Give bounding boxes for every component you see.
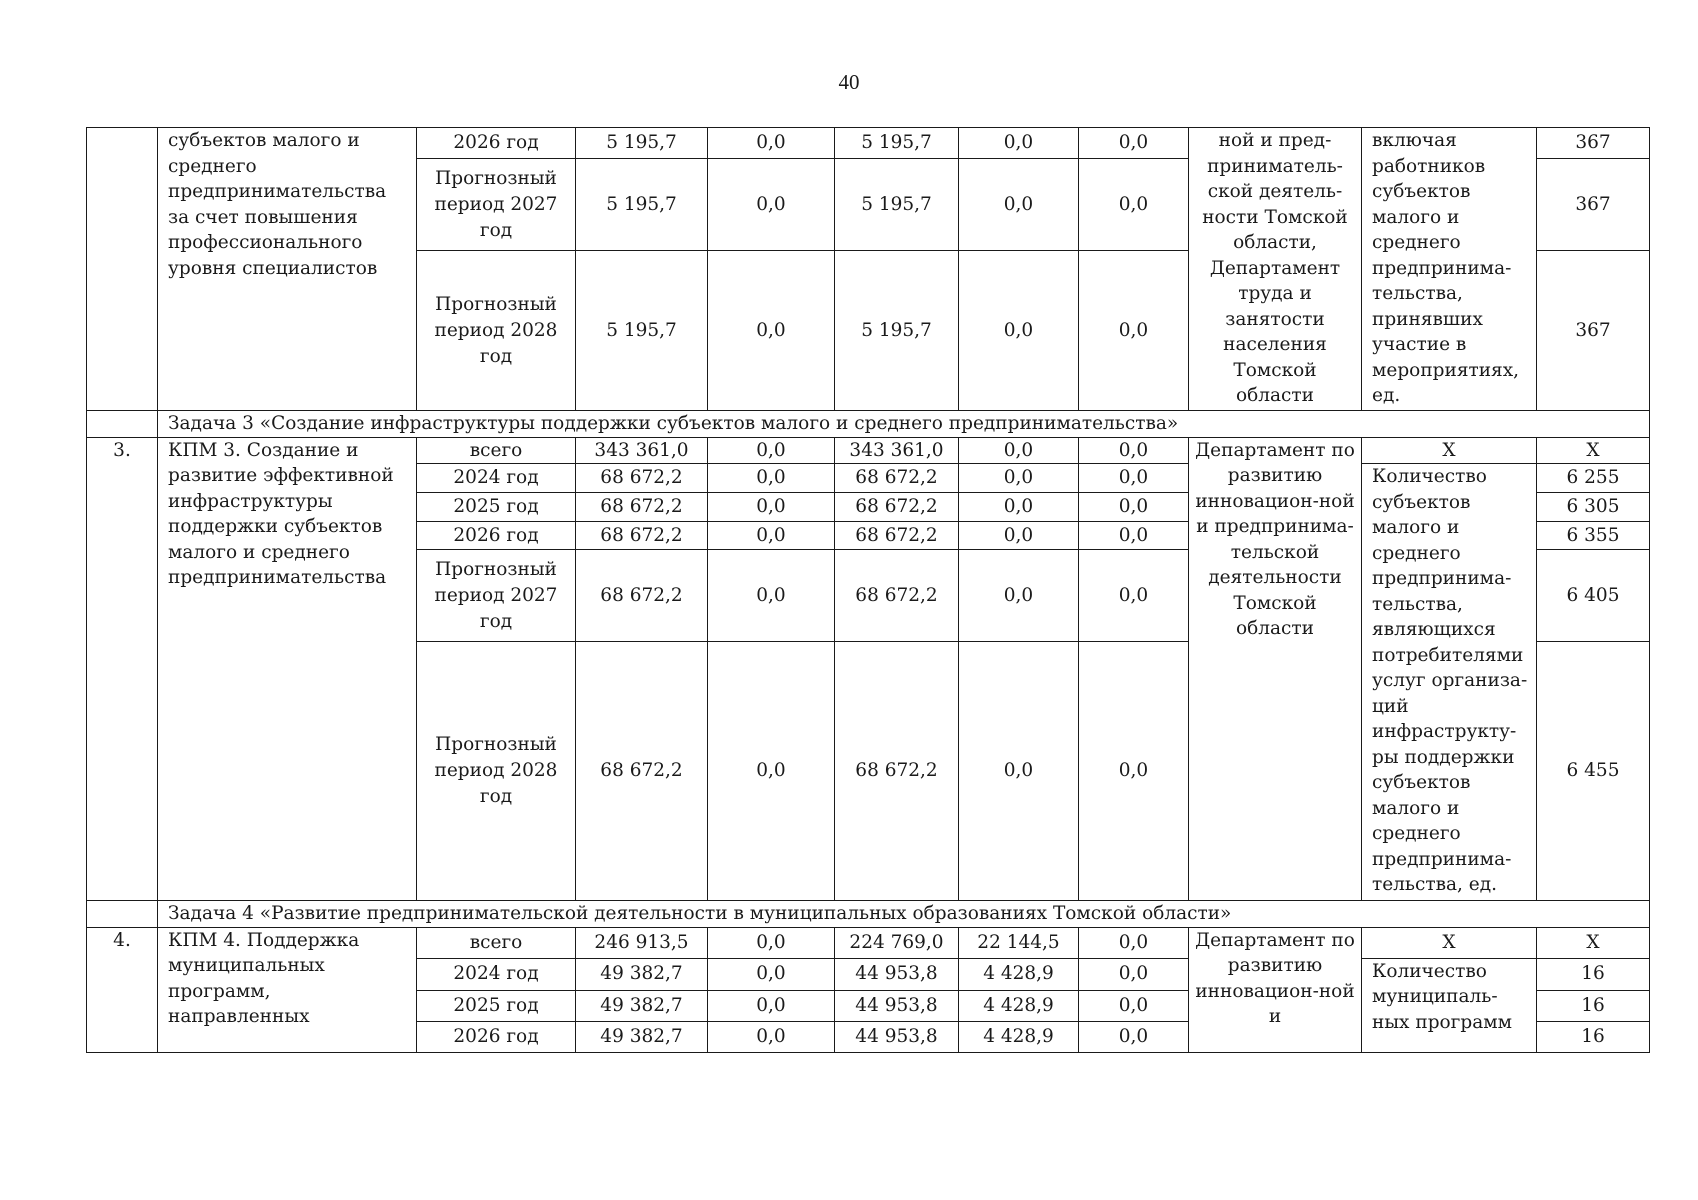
table-row	[87, 927, 1650, 958]
row-number-cell	[87, 128, 158, 411]
amount-total: 5 195,7	[576, 159, 708, 251]
amount-cell: 0,0	[1079, 958, 1189, 990]
amount-cell: 0,0	[1079, 251, 1189, 411]
indicator-value: Х	[1537, 437, 1650, 464]
amount-total: 68 672,2	[576, 642, 708, 901]
amount-total: 68 672,2	[576, 464, 708, 493]
indicator-value: 6 305	[1537, 493, 1650, 522]
amount-cell: 0,0	[959, 522, 1079, 550]
amount-cell: 0,0	[1079, 927, 1189, 958]
amount-total: 68 672,2	[576, 493, 708, 522]
indicator-value: 16	[1537, 958, 1650, 990]
indicator-value: 367	[1537, 159, 1650, 251]
indicator-value: 6 405	[1537, 550, 1650, 642]
period-cell: 2024 год	[417, 464, 576, 493]
amount-cell: 0,0	[1079, 1021, 1189, 1052]
amount-total: 246 913,5	[576, 927, 708, 958]
row-number-cell	[87, 411, 158, 438]
amount-total: 5 195,7	[576, 251, 708, 411]
amount-cell: 0,0	[708, 642, 835, 901]
indicator-value: 6 355	[1537, 522, 1650, 550]
period-cell: 2026 год	[417, 522, 576, 550]
period-cell: Прогнозный период 2028 год	[417, 251, 576, 411]
period-cell: 2025 год	[417, 990, 576, 1021]
indicator-name: включая работников субъектов малого и среднего предпринима-тельства, принявших участие в мероприятиях, ед.	[1362, 128, 1537, 411]
amount-total: 49 382,7	[576, 990, 708, 1021]
period-cell: 2026 год	[417, 1021, 576, 1052]
amount-cell: 0,0	[708, 251, 835, 411]
amount-cell: 0,0	[959, 464, 1079, 493]
period-cell: 2025 год	[417, 493, 576, 522]
amount-total: 68 672,2	[576, 550, 708, 642]
amount-cell: 0,0	[959, 128, 1079, 159]
amount-total: 343 361,0	[576, 437, 708, 464]
amount-cell: 0,0	[708, 550, 835, 642]
period-cell: всего	[417, 437, 576, 464]
responsible-executor: Департамент по развитию инновацион-ной и предпринима-тельской деятельности Томской области	[1189, 437, 1362, 901]
indicator-value: 16	[1537, 1021, 1650, 1052]
table-row	[87, 411, 1650, 438]
amount-cell: 44 953,8	[835, 990, 959, 1021]
amount-cell: 68 672,2	[835, 464, 959, 493]
amount-cell: 0,0	[708, 522, 835, 550]
period-cell: Прогнозный период 2027 год	[417, 159, 576, 251]
amount-cell: 0,0	[959, 251, 1079, 411]
amount-cell: 5 195,7	[835, 159, 959, 251]
amount-cell: 0,0	[708, 927, 835, 958]
amount-total: 5 195,7	[576, 128, 708, 159]
indicator-value: 6 255	[1537, 464, 1650, 493]
table-row	[87, 128, 1650, 159]
period-cell: 2024 год	[417, 958, 576, 990]
amount-cell: 0,0	[708, 990, 835, 1021]
amount-cell: 22 144,5	[959, 927, 1079, 958]
page-number: 40	[838, 70, 860, 94]
amount-cell: 0,0	[708, 958, 835, 990]
amount-cell: 0,0	[708, 128, 835, 159]
amount-cell: 0,0	[959, 159, 1079, 251]
amount-cell: 224 769,0	[835, 927, 959, 958]
amount-cell: 0,0	[1079, 437, 1189, 464]
amount-cell: 0,0	[959, 550, 1079, 642]
period-cell: всего	[417, 927, 576, 958]
amount-cell: 0,0	[1079, 550, 1189, 642]
amount-cell: 0,0	[1079, 493, 1189, 522]
indicator-value: 367	[1537, 128, 1650, 159]
indicator-value: 16	[1537, 990, 1650, 1021]
task-heading: Задача 4 «Развитие предпринимательской деятельности в муниципальных образованиях Томской области»	[158, 901, 1650, 928]
amount-cell: 0,0	[1079, 522, 1189, 550]
amount-cell: 5 195,7	[835, 128, 959, 159]
table-row	[87, 437, 1650, 464]
amount-total: 68 672,2	[576, 522, 708, 550]
amount-cell: 44 953,8	[835, 1021, 959, 1052]
amount-cell: 4 428,9	[959, 1021, 1079, 1052]
amount-cell: 0,0	[708, 464, 835, 493]
measure-description: субъектов малого и среднего предпринимательства за счет повышения профессионального уровня специалистов	[158, 128, 417, 411]
row-number: 4.	[87, 927, 158, 1052]
amount-cell: 0,0	[959, 437, 1079, 464]
indicator-value: Х	[1537, 927, 1650, 958]
indicator-value: 6 455	[1537, 642, 1650, 901]
responsible-executor: Департамент по развитию инновацион-ной и	[1189, 927, 1362, 1052]
amount-cell: 68 672,2	[835, 522, 959, 550]
amount-total: 49 382,7	[576, 1021, 708, 1052]
period-cell: Прогнозный период 2027 год	[417, 550, 576, 642]
amount-cell: 0,0	[1079, 128, 1189, 159]
program-table	[86, 127, 1650, 1053]
indicator-name: Количество муниципаль-ных программ	[1362, 958, 1537, 1052]
amount-total: 49 382,7	[576, 958, 708, 990]
amount-cell: 0,0	[708, 1021, 835, 1052]
amount-cell: 343 361,0	[835, 437, 959, 464]
amount-cell: 0,0	[708, 493, 835, 522]
table-row	[87, 901, 1650, 928]
indicator-value: 367	[1537, 251, 1650, 411]
amount-cell: 4 428,9	[959, 990, 1079, 1021]
period-cell: Прогнозный период 2028 год	[417, 642, 576, 901]
amount-cell: 68 672,2	[835, 493, 959, 522]
amount-cell: 0,0	[1079, 464, 1189, 493]
measure-description: КПМ 4. Поддержка муниципальных программ, направленных	[158, 927, 417, 1052]
indicator-name: Количество субъектов малого и среднего предпринима-тельства, являющихся потребителями услуг организа-ций инфраструкту-ры поддержки субъектов малого и среднего предпринима-тельства, ед.	[1362, 464, 1537, 901]
amount-cell: 0,0	[959, 493, 1079, 522]
amount-cell: 0,0	[708, 159, 835, 251]
amount-cell: 0,0	[1079, 642, 1189, 901]
task-heading: Задача 3 «Создание инфраструктуры поддержки субъектов малого и среднего предпринимательства»	[158, 411, 1650, 438]
amount-cell: 4 428,9	[959, 958, 1079, 990]
amount-cell: 68 672,2	[835, 550, 959, 642]
row-number: 3.	[87, 437, 158, 901]
indicator-name: Х	[1362, 437, 1537, 464]
amount-cell: 44 953,8	[835, 958, 959, 990]
amount-cell: 0,0	[1079, 159, 1189, 251]
amount-cell: 0,0	[1079, 990, 1189, 1021]
amount-cell: 0,0	[959, 642, 1079, 901]
responsible-executor: ной и пред-приниматель-ской деятель-ности Томской области, Департамент труда и занятости населения Томской области	[1189, 128, 1362, 411]
amount-cell: 0,0	[708, 437, 835, 464]
amount-cell: 5 195,7	[835, 251, 959, 411]
row-number-cell	[87, 901, 158, 928]
period-cell: 2026 год	[417, 128, 576, 159]
indicator-name: Х	[1362, 927, 1537, 958]
amount-cell: 68 672,2	[835, 642, 959, 901]
measure-description: КПМ 3. Создание и развитие эффективной инфраструктуры поддержки субъектов малого и среднего предпринимательства	[158, 437, 417, 901]
